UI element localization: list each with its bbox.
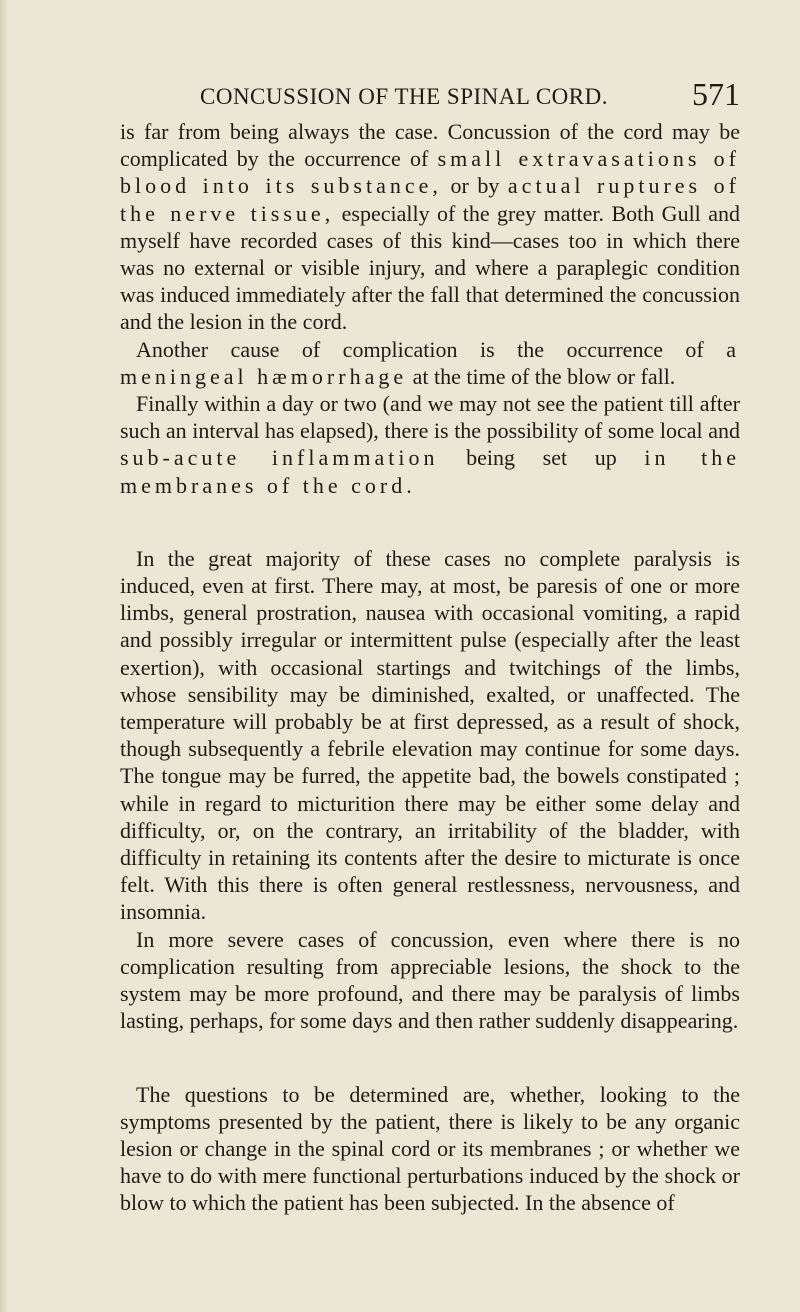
page-header (120, 76, 740, 116)
paragraph (120, 1081, 740, 1217)
text-segment: or by (441, 173, 508, 199)
running-title: CONCUSSION OF THE SPINAL CORD. (200, 84, 608, 109)
paragraph (120, 118, 740, 336)
text-segment: In more severe cases of concussion, even where there is no complication resulting from appreciable lesions, the shock to the system may be more profound, and there may be paralysis of limbs lasting, perhaps, for some days and then rather suddenly disappearing. (120, 926, 740, 1034)
emphasized-text: a meningeal hæmorrhage (120, 336, 740, 389)
text-segment: being set up (438, 445, 645, 471)
page-number: 571 (692, 76, 740, 112)
paragraph (120, 545, 740, 926)
paragraph (120, 336, 740, 390)
text-segment: The questions to be determined are, whether, looking to the symptoms presented by the patient, there is likely to be any organic lesion or change in the spinal cord or its membranes ; or whether we have to do with mere functional perturbations induced by the shock or blow to which the patient has been subjected. In the absence of (120, 1081, 740, 1216)
body-text (120, 118, 740, 1217)
text-segment: at the time of the blow or fall. (407, 363, 676, 389)
text-segment: Finally within a day or two (and we may not see the patient till after such an interval has elapsed), there is the possibility of some local and (120, 391, 740, 444)
emphasized-text: actual ruptures of the nerve tissue, (120, 173, 741, 226)
emphasized-text: sub-acute inflammation (120, 445, 439, 471)
text-segment: In the great majority of these cases no complete paralysis is induced, even at first. There may, at most, be paresis of one or more limbs, general prostration, nausea with occasional vomiting, a rapid and possibly irregular or intermittent pulse (especially after the least exertion), with occasional startings and twitchings of the limbs, whose sensibility may be diminished, exalted, or unaffected. The temperature will probably be at first depressed, as a result of shock, though subsequently a febrile elevation may continue for some days. The tongue may be furred, the appetite bad, the bowels constipated ; while in regard to micturition there may be either some delay and difficulty, or, on the contrary, an irritability of the bladder, with difficulty in retaining its contents after the desire to micturate is once felt. With this there is often general restlessness, nervousness, and insomnia. (120, 545, 740, 925)
emphasized-text: small extravasations of blood into its substance, (120, 146, 740, 199)
paragraph (120, 926, 740, 1035)
paragraph (120, 390, 740, 499)
page-edge-shadow (0, 0, 8, 1312)
text-segment: is far from being always the case. Concussion of the cord may be complicated by the occurrence of (120, 119, 740, 172)
emphasized-text: in the membranes of the cord. (120, 445, 740, 498)
text-segment: Another cause of complication is the occurrence of (136, 336, 727, 362)
text-segment: especially of the grey matter. Both Gull and myself have recorded cases of this kind—cases too in which there was no external or visible injury, and where a paraplegic condition was induced immediately after the fall that determined the concussion and the lesion in the cord. (120, 200, 740, 335)
